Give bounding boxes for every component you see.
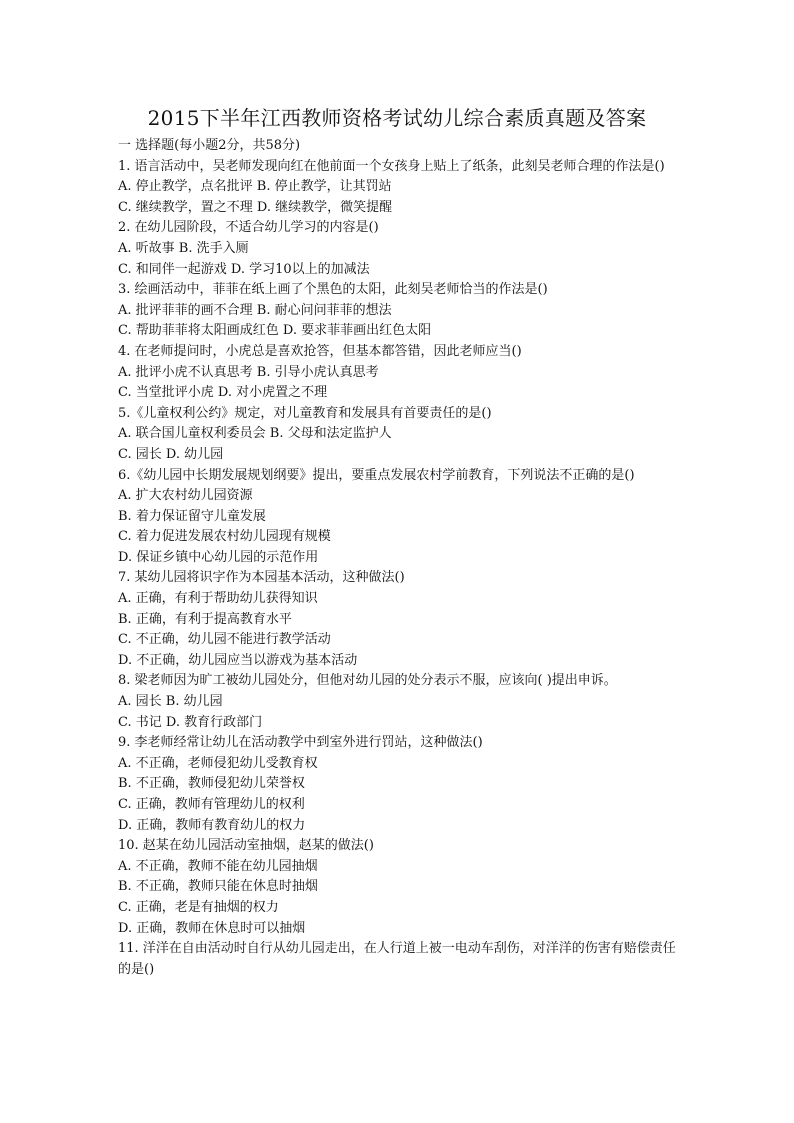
question-4-options-ab: A. 批评小虎不认真思考 B. 引导小虎认真思考: [118, 364, 379, 380]
question-3-options-ab: A. 批评菲菲的画不合理 B. 耐心问问菲菲的想法: [118, 302, 392, 318]
question-7-option-c: C. 不正确，幼儿园不能进行教学活动: [118, 632, 331, 648]
question-7-option-b: B. 正确，有利于提高教育水平: [118, 611, 292, 627]
question-10-option-b: B. 不正确，教师只能在休息时抽烟: [118, 879, 318, 895]
question-9-option-d: D. 正确，教师有教育幼儿的权力: [118, 817, 306, 833]
question-9-option-a: A. 不正确，老师侵犯幼儿受教育权: [118, 755, 318, 771]
question-9: 9. 李老师经常让幼儿在活动教学中到室外进行罚站，这种做法(): [118, 735, 483, 751]
question-6: 6.《幼儿园中长期发展规划纲要》提出，要重点发展农村学前教育，下列说法不正确的是(): [118, 467, 635, 483]
question-6-option-d: D. 保证乡镇中心幼儿园的示范作用: [118, 549, 319, 565]
question-6-option-a: A. 扩大农村幼儿园资源: [118, 488, 253, 504]
question-10: 10. 赵某在幼儿园活动室抽烟，赵某的做法(): [118, 838, 374, 854]
question-9-option-c: C. 正确，教师有管理幼儿的权利: [118, 797, 305, 812]
question-1-options-cd: C. 继续教学，置之不理 D. 继续教学，微笑提醒: [118, 199, 393, 215]
question-9-option-b: B. 不正确，教师侵犯幼儿荣誉权: [118, 776, 305, 792]
question-8-options-cd: C. 书记 D. 教育行政部门: [118, 714, 263, 730]
question-10-option-a: A. 不正确，教师不能在幼儿园抽烟: [118, 858, 318, 874]
question-10-option-d: D. 正确，教师在休息时可以抽烟: [118, 920, 306, 936]
question-11: 11. 洋洋在自由活动时自行从幼儿园走出，在人行道上被一电动车刮伤，对洋洋的伤害有赔偿责任的是(): [118, 941, 676, 977]
question-2-options-cd: C. 和同伴一起游戏 D. 学习10以上的加减法: [118, 261, 370, 277]
section-heading: 一 选择题(每小题2分，共58分): [118, 138, 301, 153]
question-2: 2. 在幼儿园阶段，不适合幼儿学习的内容是(): [118, 220, 379, 236]
question-4-options-cd: C. 当堂批评小虎 D. 对小虎置之不理: [118, 385, 328, 401]
question-3: 3. 绘画活动中，菲菲在纸上画了个黑色的太阳，此刻吴老师恰当的作法是(): [118, 282, 548, 298]
question-7-option-a: A. 正确，有利于帮助幼儿获得知识: [118, 591, 318, 607]
question-7-option-d: D. 不正确，幼儿园应当以游戏为基本活动: [118, 652, 358, 668]
document-body: [118, 136, 688, 980]
question-4: 4. 在老师提问时，小虎总是喜欢抢答，但基本都答错，因此老师应当(): [118, 343, 522, 359]
question-10-option-c: C. 正确，老是有抽烟的权力: [118, 899, 279, 915]
question-6-option-c: C. 着力促进发展农村幼儿园现有规模: [118, 529, 331, 545]
question-8-options-ab: A. 园长 B. 幼儿园: [118, 694, 223, 710]
question-2-options-ab: A. 听故事 B. 洗手入厕: [118, 240, 249, 256]
question-5-options-cd: C. 园长 D. 幼儿园: [118, 446, 224, 462]
question-8: 8. 梁老师因为旷工被幼儿园处分，但他对幼儿园的处分表示不服，应该向( )提出申诉。: [118, 673, 617, 689]
question-1-options-ab: A. 停止教学，点名批评 B. 停止教学，让其罚站: [118, 179, 392, 195]
question-6-option-b: B. 着力保证留守儿童发展: [118, 508, 266, 524]
question-7: 7. 某幼儿园将识字作为本园基本活动，这种做法(): [118, 570, 405, 586]
question-5: 5.《儿童权利公约》规定，对儿童教育和发展具有首要责任的是(): [118, 405, 492, 421]
document-title: 2015下半年江西教师资格考试幼儿综合素质真题及答案: [147, 106, 647, 130]
question-5-options-ab: A. 联合国儿童权利委员会 B. 父母和法定监护人: [118, 426, 392, 442]
question-1: 1. 语言活动中，吴老师发现向红在他前面一个女孩身上贴上了纸条，此刻吴老师合理的作法是(): [118, 158, 665, 174]
question-3-options-cd: C. 帮助菲菲将太阳画成红色 D. 要求菲菲画出红色太阳: [118, 323, 432, 339]
